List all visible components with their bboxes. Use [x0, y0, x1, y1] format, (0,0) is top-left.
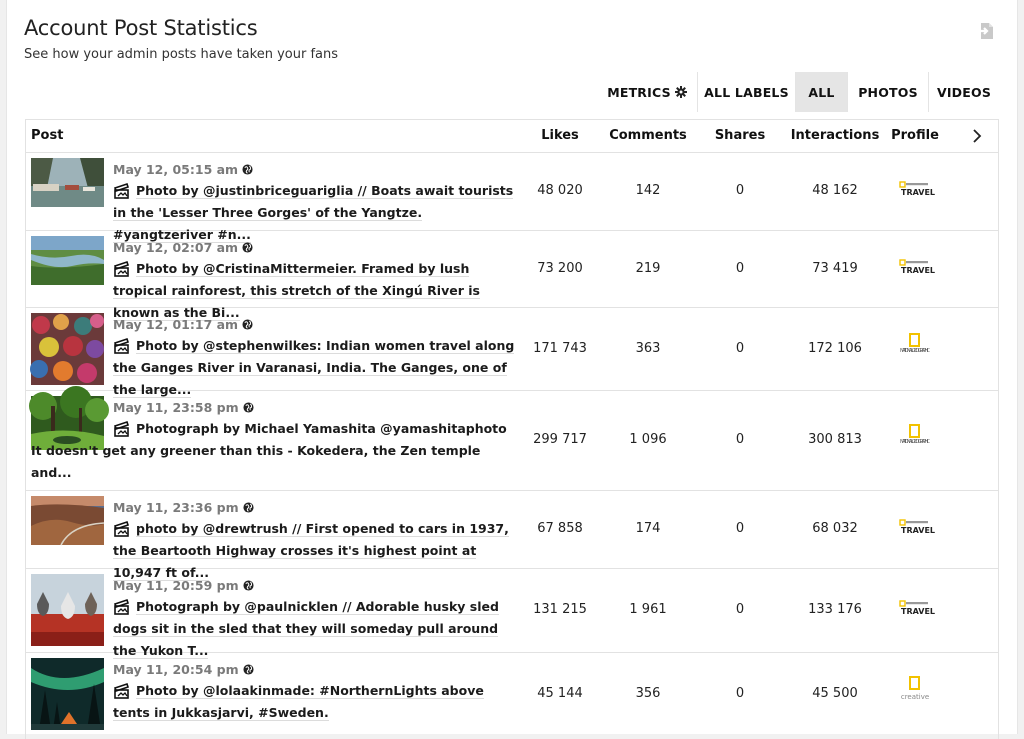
- globe-icon: [243, 502, 254, 513]
- page-title: Account Post Statistics: [24, 16, 258, 40]
- nat-geo-logo[interactable]: [899, 425, 931, 455]
- table-row[interactable]: [26, 153, 998, 242]
- metrics-label: METRICS: [607, 84, 671, 100]
- shares-value: 0: [735, 432, 745, 447]
- table-row[interactable]: [26, 308, 998, 397]
- post-date: May 11, 20:54 pm: [113, 662, 254, 677]
- globe-icon: [243, 580, 254, 591]
- posts-table: [25, 119, 999, 739]
- filter-photos-tab[interactable]: PHOTOS: [847, 72, 928, 112]
- post-date: May 12, 02:07 am: [113, 240, 253, 255]
- globe-icon: [242, 319, 253, 330]
- statistics-panel: [6, 0, 1018, 734]
- filter-videos-tab[interactable]: VIDEOS: [928, 72, 999, 112]
- shares-value: 0: [735, 341, 745, 356]
- shares-value: 0: [735, 686, 745, 701]
- post-text[interactable]: Photo by @justinbriceguariglia // Boats await tourists in the 'Lesser Three Gorges' of the Yangtze. #yangtzeriver #n...: [113, 183, 514, 242]
- comments-value: 142: [635, 183, 661, 198]
- svg-text:TRAVEL: TRAVEL: [901, 188, 936, 197]
- post-date: May 11, 23:58 pm: [113, 400, 254, 415]
- interactions-value: 133 176: [808, 602, 862, 617]
- page-subtitle: See how your admin posts have taken your fans: [24, 47, 338, 62]
- post-date: May 12, 01:17 am: [113, 317, 253, 332]
- svg-text:TRAVEL: TRAVEL: [901, 526, 936, 535]
- svg-text:TRAVEL: TRAVEL: [901, 266, 936, 275]
- post-text[interactable]: photo by @drewtrush // First opened to cars in 1937, the Beartooth Highway crosses it's highest point at 10,947 ft of...: [113, 521, 509, 580]
- filter-all-tab[interactable]: ALL: [795, 72, 847, 112]
- all-labels-button[interactable]: ALL LABELS: [697, 72, 795, 112]
- post-thumbnail[interactable]: [31, 658, 104, 730]
- table-row[interactable]: [26, 231, 998, 320]
- nat-geo-travel-logo[interactable]: [900, 600, 936, 619]
- comments-value: 1 096: [629, 432, 667, 447]
- table-row[interactable]: [26, 653, 998, 738]
- nat-geo-travel-logo[interactable]: [900, 259, 936, 278]
- table-row[interactable]: [26, 491, 998, 580]
- globe-icon: [242, 242, 253, 253]
- comments-value: 219: [635, 261, 661, 276]
- comments-value: 1 961: [629, 602, 667, 617]
- table-row[interactable]: [26, 391, 998, 491]
- likes-value: 48 020: [537, 183, 583, 198]
- table-header: [26, 120, 998, 153]
- column-shares[interactable]: Shares: [714, 128, 766, 143]
- svg-text:creative: creative: [900, 693, 930, 701]
- post-thumbnail[interactable]: [31, 313, 104, 385]
- likes-value: 299 717: [533, 432, 587, 447]
- svg-text:NATIONAL GEOGRAPHIC: NATIONAL GEOGRAPHIC: [900, 348, 930, 354]
- interactions-value: 300 813: [808, 432, 862, 447]
- post-text[interactable]: Photo by @CristinaMittermeier. Framed by lush tropical rainforest, this stretch of the Xingú River is known as the Bi...: [113, 261, 480, 320]
- nat-geo-logo[interactable]: [899, 334, 931, 364]
- shares-value: 0: [735, 602, 745, 617]
- gear-icon: [675, 86, 687, 98]
- post-text[interactable]: Photo by @lolaakinmade: #NorthernLights above tents in Jukkasjarvi, #Sweden.: [113, 683, 484, 720]
- interactions-value: 45 500: [812, 686, 858, 701]
- post-text[interactable]: Photograph by Michael Yamashita @yamashitaphoto It doesn't get any greener than this - Kokedera, the Zen temple and...: [31, 421, 507, 480]
- post-date: May 11, 23:36 pm: [113, 500, 254, 515]
- post-date: May 11, 20:59 pm: [113, 578, 254, 593]
- post-date: May 12, 05:15 am: [113, 162, 253, 177]
- column-profile[interactable]: Profile: [891, 128, 939, 143]
- svg-text:NATIONAL GEOGRAPHIC: NATIONAL GEOGRAPHIC: [900, 439, 930, 445]
- shares-value: 0: [735, 261, 745, 276]
- column-interactions[interactable]: Interactions: [790, 128, 880, 143]
- post-text[interactable]: Photograph by @paulnicklen // Adorable husky sled dogs sit in the sled that they will someday pull around the Yukon T...: [113, 599, 499, 658]
- comments-value: 174: [635, 521, 661, 536]
- table-row[interactable]: [26, 569, 998, 658]
- likes-value: 171 743: [533, 341, 587, 356]
- likes-value: 131 215: [533, 602, 587, 617]
- globe-icon: [242, 164, 253, 175]
- post-thumbnail[interactable]: [31, 496, 104, 545]
- post-thumbnail[interactable]: [31, 236, 104, 285]
- likes-value: 73 200: [537, 261, 583, 276]
- interactions-value: 73 419: [812, 261, 858, 276]
- svg-text:TRAVEL: TRAVEL: [901, 607, 936, 616]
- export-icon[interactable]: [977, 21, 997, 41]
- globe-icon: [243, 402, 254, 413]
- post-thumbnail[interactable]: [31, 574, 104, 646]
- filter-toolbar: [597, 72, 999, 112]
- metrics-button[interactable]: [597, 72, 697, 112]
- nat-geo-travel-logo[interactable]: [900, 181, 936, 200]
- comments-value: 363: [635, 341, 661, 356]
- column-post[interactable]: Post: [31, 128, 64, 143]
- interactions-value: 172 106: [808, 341, 862, 356]
- nat-geo-travel-logo[interactable]: [900, 519, 936, 538]
- interactions-value: 68 032: [812, 521, 858, 536]
- comments-value: 356: [635, 686, 661, 701]
- post-thumbnail[interactable]: [31, 158, 104, 207]
- nat-geo-creative-logo[interactable]: [900, 677, 930, 707]
- chevron-right-icon[interactable]: [970, 127, 984, 145]
- column-comments[interactable]: Comments: [609, 128, 687, 143]
- shares-value: 0: [735, 183, 745, 198]
- globe-icon: [243, 664, 254, 675]
- shares-value: 0: [735, 521, 745, 536]
- column-likes[interactable]: Likes: [541, 128, 579, 143]
- interactions-value: 48 162: [812, 183, 858, 198]
- likes-value: 45 144: [537, 686, 583, 701]
- likes-value: 67 858: [537, 521, 583, 536]
- post-text[interactable]: Photo by @stephenwilkes: Indian women travel along the Ganges River in Varanasi, India. The Ganges, one of the large...: [113, 338, 515, 397]
